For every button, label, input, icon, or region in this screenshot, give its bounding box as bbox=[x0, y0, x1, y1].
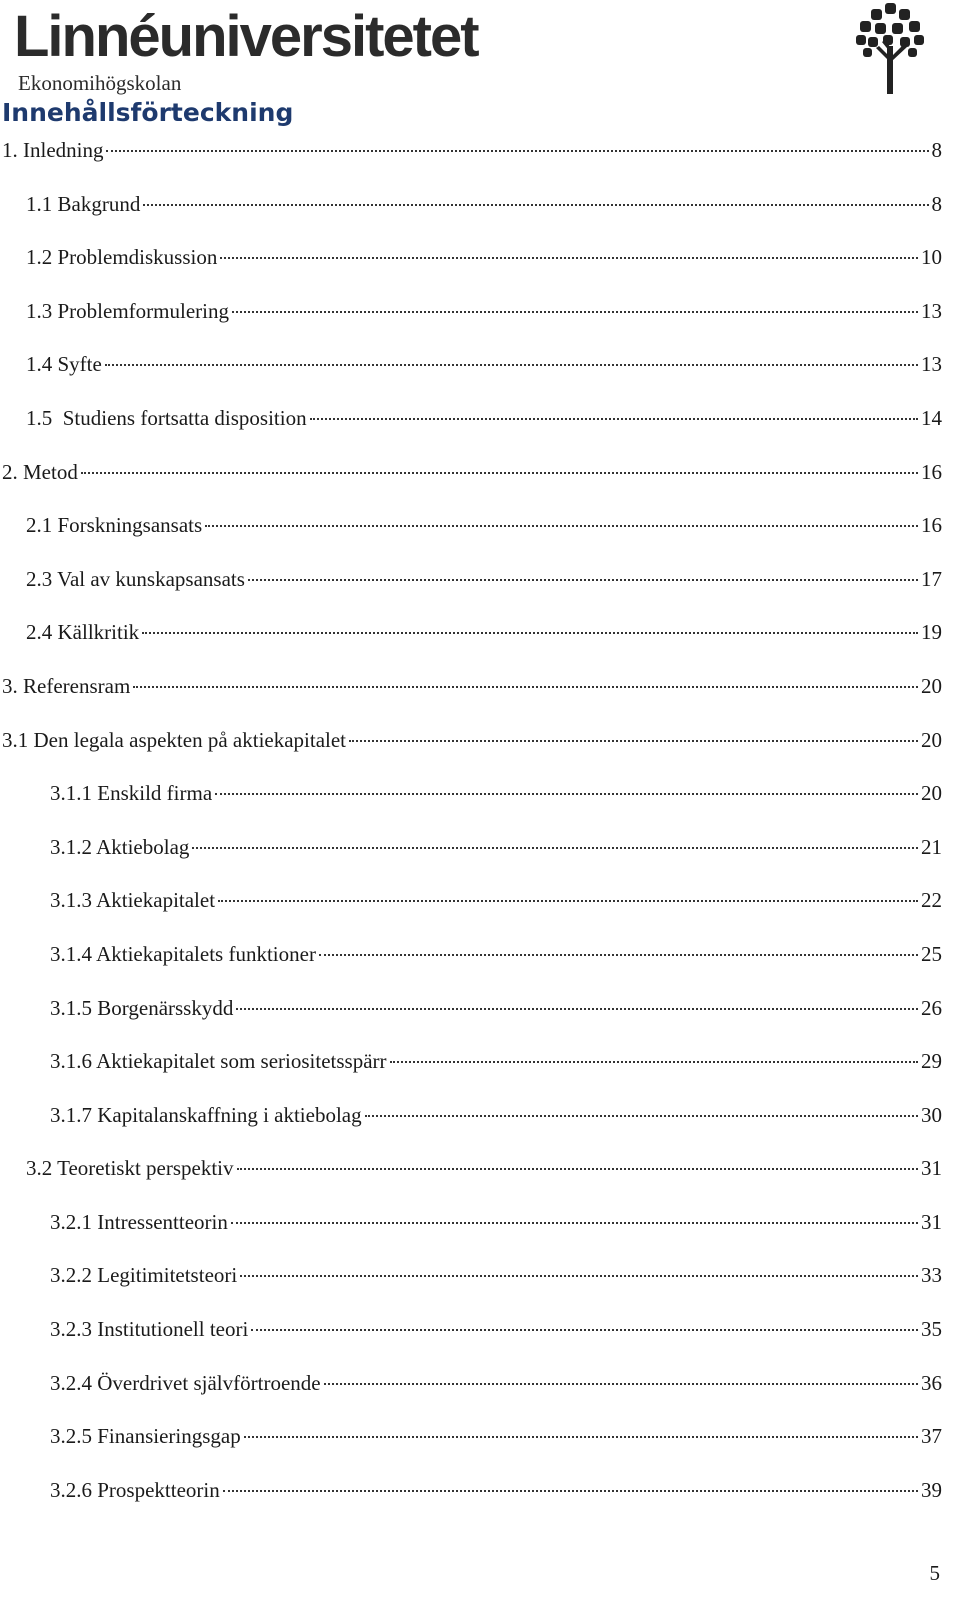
toc-entry[interactable] bbox=[0, 1200, 942, 1254]
toc-entry[interactable] bbox=[0, 235, 942, 289]
dot-leader bbox=[133, 686, 918, 688]
dot-leader bbox=[215, 793, 918, 795]
toc-page-number: 22 bbox=[921, 888, 942, 913]
toc-entry-title: 3.2 Teoretiskt perspektiv bbox=[26, 1156, 234, 1181]
toc-page-number: 26 bbox=[921, 995, 942, 1020]
toc-entry-title: 1.1 Bakgrund bbox=[26, 191, 141, 216]
toc-entry-title: 3.1.2 Aktiebolag bbox=[50, 834, 190, 859]
toc-entry-title: 2. Metod bbox=[2, 459, 78, 484]
dot-leader bbox=[218, 900, 918, 902]
document-header bbox=[0, 0, 960, 100]
toc-page-number: 30 bbox=[921, 1102, 942, 1127]
dot-leader bbox=[232, 311, 918, 313]
toc-entry-title: 1.3 Problemformulering bbox=[26, 298, 229, 323]
dot-leader bbox=[143, 204, 928, 206]
toc-page-number: 31 bbox=[921, 1156, 942, 1181]
toc-entry[interactable] bbox=[0, 557, 942, 611]
toc-entry[interactable] bbox=[0, 1361, 942, 1415]
dot-leader bbox=[237, 1168, 918, 1170]
toc-entry-title: 1.2 Problemdiskussion bbox=[26, 245, 218, 270]
toc-entry[interactable] bbox=[0, 1039, 942, 1093]
toc-entry-title: 3.2.6 Prospektteorin bbox=[50, 1477, 220, 1502]
toc-entry[interactable] bbox=[0, 878, 942, 932]
toc-entry[interactable] bbox=[0, 342, 942, 396]
dot-leader bbox=[205, 525, 918, 527]
toc-page-number: 31 bbox=[921, 1209, 942, 1234]
toc-entry-title: 3. Referensram bbox=[2, 673, 131, 698]
toc-entry-title: 2.1 Forskningsansats bbox=[26, 513, 203, 538]
toc-entry[interactable] bbox=[0, 986, 942, 1040]
toc-entry-title: 3.1.6 Aktiekapitalet som seriositetsspärr bbox=[50, 1049, 387, 1074]
dot-leader bbox=[142, 632, 918, 634]
toc-entry-title: 1.5 Studiens fortsatta disposition bbox=[26, 405, 307, 430]
toc-entry[interactable] bbox=[0, 1414, 942, 1468]
toc-entry[interactable] bbox=[0, 664, 942, 718]
toc-page-number: 20 bbox=[921, 673, 942, 698]
toc-heading: Innehållsförteckning bbox=[2, 98, 294, 127]
toc-page-number: 13 bbox=[921, 298, 942, 323]
toc-page-number: 25 bbox=[921, 941, 942, 966]
toc-entry[interactable] bbox=[0, 503, 942, 557]
dot-leader bbox=[223, 1490, 918, 1492]
toc-page-number: 16 bbox=[921, 459, 942, 484]
dot-leader bbox=[106, 150, 928, 152]
toc-entry-title: 3.1.1 Enskild firma bbox=[50, 781, 213, 806]
toc-entry[interactable] bbox=[0, 718, 942, 772]
toc-page-number: 13 bbox=[921, 352, 942, 377]
toc-entry-title: 3.1.5 Borgenärsskydd bbox=[50, 995, 234, 1020]
toc-page-number: 33 bbox=[921, 1263, 942, 1288]
dot-leader bbox=[192, 847, 918, 849]
toc-entry[interactable] bbox=[0, 1253, 942, 1307]
toc-entry[interactable] bbox=[0, 450, 942, 504]
toc-entry[interactable] bbox=[0, 1468, 942, 1522]
toc-entry-title: 1.4 Syfte bbox=[26, 352, 102, 377]
toc-page-number: 20 bbox=[921, 727, 942, 752]
university-wordmark: Linnéuniversitetet bbox=[14, 4, 478, 69]
toc-page-number: 20 bbox=[921, 781, 942, 806]
dot-leader bbox=[240, 1275, 918, 1277]
toc-entry[interactable] bbox=[0, 1307, 942, 1361]
toc-entry-title: 3.1.7 Kapitalanskaffning i aktiebolag bbox=[50, 1102, 362, 1127]
toc-entry-title: 3.1 Den legala aspekten på aktiekapitalet bbox=[2, 727, 347, 752]
toc-entry[interactable] bbox=[0, 610, 942, 664]
toc-entry-title: 1. Inledning bbox=[2, 138, 104, 162]
dot-leader bbox=[324, 1383, 918, 1385]
toc-entry-title: 3.2.2 Legitimitetsteori bbox=[50, 1263, 238, 1288]
toc-entry-title: 3.2.4 Överdrivet självförtroende bbox=[50, 1370, 321, 1395]
toc-entry[interactable] bbox=[0, 289, 942, 343]
toc-entry[interactable] bbox=[0, 932, 942, 986]
toc-page-number: 14 bbox=[921, 405, 942, 430]
toc-page-number: 10 bbox=[921, 245, 942, 270]
toc-entry-title: 2.4 Källkritik bbox=[26, 620, 140, 645]
toc-entry[interactable] bbox=[0, 396, 942, 450]
dot-leader bbox=[365, 1115, 918, 1117]
toc-page-number: 37 bbox=[921, 1424, 942, 1449]
toc-page-number: 16 bbox=[921, 513, 942, 538]
dot-leader bbox=[231, 1222, 918, 1224]
toc-entry-title: 3.1.4 Aktiekapitalets funktioner bbox=[50, 941, 316, 966]
toc-entry-title: 3.2.1 Intressentteorin bbox=[50, 1209, 228, 1234]
page-number: 5 bbox=[929, 1561, 940, 1585]
dot-leader bbox=[244, 1436, 918, 1438]
toc-page-number: 19 bbox=[921, 620, 942, 645]
toc-page-number: 35 bbox=[921, 1317, 942, 1342]
toc-page-number: 21 bbox=[921, 834, 942, 859]
dot-leader bbox=[105, 364, 918, 366]
dot-leader bbox=[236, 1008, 918, 1010]
toc-entry-title: 2.3 Val av kunskapsansats bbox=[26, 566, 245, 591]
toc-entry-title: 3.2.5 Finansieringsgap bbox=[50, 1424, 241, 1449]
toc-page-number: 17 bbox=[921, 566, 942, 591]
tree-icon bbox=[852, 2, 928, 96]
toc-entry[interactable] bbox=[0, 1146, 942, 1200]
toc-entry[interactable] bbox=[0, 825, 942, 879]
toc-page-number: 39 bbox=[921, 1477, 942, 1502]
dot-leader bbox=[251, 1329, 918, 1331]
toc-page-number: 8 bbox=[931, 191, 942, 216]
toc-entry[interactable] bbox=[0, 1093, 942, 1147]
school-subtitle: Ekonomihögskolan bbox=[18, 71, 182, 95]
table-of-contents bbox=[0, 128, 942, 1521]
toc-page-number: 8 bbox=[931, 138, 942, 162]
dot-leader bbox=[220, 257, 918, 259]
dot-leader bbox=[81, 472, 918, 474]
dot-leader bbox=[349, 740, 918, 742]
toc-entry-title: 3.2.3 Institutionell teori bbox=[50, 1317, 249, 1342]
toc-page-number: 29 bbox=[921, 1049, 942, 1074]
toc-page-number: 36 bbox=[921, 1370, 942, 1395]
toc-entry[interactable] bbox=[0, 182, 942, 236]
toc-entry[interactable] bbox=[0, 771, 942, 825]
dot-leader bbox=[319, 954, 918, 956]
dot-leader bbox=[248, 579, 918, 581]
toc-entry-title: 3.1.3 Aktiekapitalet bbox=[50, 888, 216, 913]
dot-leader bbox=[390, 1061, 918, 1063]
dot-leader bbox=[310, 418, 918, 420]
toc-entry[interactable] bbox=[0, 128, 942, 182]
